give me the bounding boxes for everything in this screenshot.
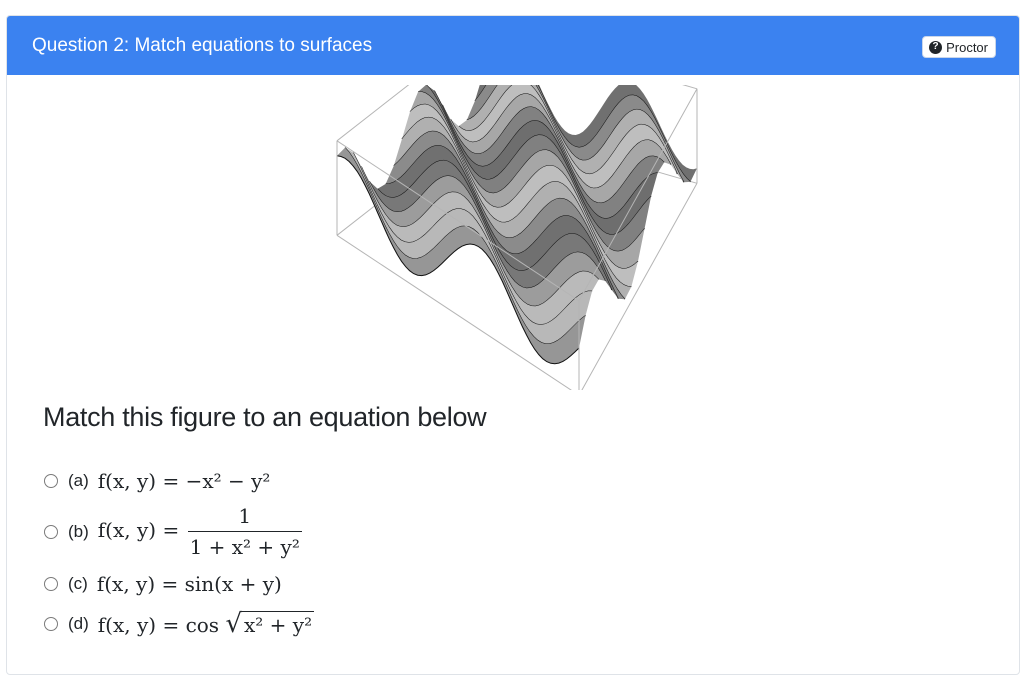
- equation-func: cos: [185, 613, 220, 637]
- option-label: (d): [68, 614, 89, 633]
- option-label: (a): [68, 471, 89, 490]
- radio-button[interactable]: [44, 577, 58, 591]
- equation-lhs: f(x, y) =: [97, 469, 180, 493]
- option-equation: [97, 572, 282, 596]
- equation-expr: −x² − y²: [185, 469, 271, 493]
- equation-expr: sin(x + y): [184, 572, 282, 596]
- option-label: (c): [68, 574, 88, 593]
- fraction-denominator: 1 + x² + y²: [188, 531, 302, 559]
- match-prompt: Match this figure to an equation below: [43, 402, 487, 432]
- proctor-button[interactable]: [922, 36, 996, 58]
- fraction-numerator: 1: [238, 504, 252, 528]
- question-title: Question 2: Match equations to surfaces: [32, 35, 373, 56]
- option-label: (b): [68, 521, 89, 541]
- option-equation: [98, 469, 271, 493]
- fraction: [188, 504, 302, 559]
- radio-button[interactable]: [44, 525, 58, 539]
- option-equation: [98, 611, 314, 637]
- radio-button[interactable]: [44, 617, 58, 631]
- radical-sign-icon: √: [225, 609, 243, 639]
- equation-lhs: f(x, y) =: [96, 572, 179, 596]
- equation-lhs: f(x, y) =: [97, 613, 180, 637]
- option-d[interactable]: [44, 611, 314, 637]
- radio-button[interactable]: [44, 474, 58, 488]
- option-equation: [98, 504, 302, 559]
- proctor-label: Proctor: [946, 39, 988, 55]
- surface-figure: [323, 85, 703, 390]
- question-circle-icon: ?: [929, 41, 942, 54]
- option-c[interactable]: [44, 572, 282, 596]
- option-b[interactable]: [44, 504, 302, 559]
- option-a[interactable]: [44, 469, 270, 493]
- equation-lhs: f(x, y) =: [97, 518, 180, 542]
- card-header: [7, 16, 1019, 75]
- radicand: x² + y²: [244, 613, 313, 637]
- square-root: [225, 611, 314, 637]
